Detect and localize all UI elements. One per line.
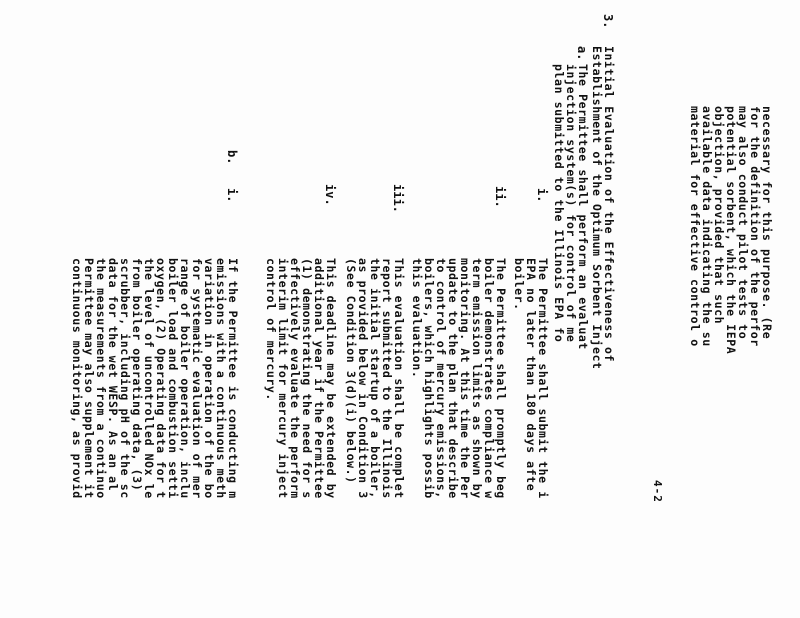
subitem-line: term emission limits as shown by [470,258,484,499]
subitem-line: the measurements from a continuo [94,258,108,499]
subitem-marker: i. [225,188,239,203]
subitem-line: for systematic evaluation of mer [190,258,204,499]
intro-line: may also conduct pilot tests to [736,106,750,340]
intro-line: objection, provided that such [712,106,726,325]
subitem-marker: ii. [493,186,507,208]
subitem-line: continuous monitoring, as provid [70,258,84,499]
subitem-marker: i. [535,188,549,203]
subitem-line: report submitted to the Illinois [380,258,394,499]
subitem-line: If the Permittee is conducting m [226,258,240,499]
subitem-line: control of mercury. [264,258,278,401]
item-line: plan submitted to the Illinois EPA fo [552,64,566,343]
subitem-line: this evaluation. [410,258,424,379]
subitem-line: This evaluation shall be complet [392,258,406,499]
subitem-line: scrubber, including pH of the sc [118,258,132,499]
page-number: 4-2 [651,480,664,503]
subitem-marker: iii. [391,184,405,213]
intro-line: material for effective control o [688,106,702,347]
intro-line: necessary for this purpose. (Re [760,106,774,340]
subitem-line: as provided below in Condition 3 [356,258,370,499]
subitem-line: The Permittee shall promptly beg [494,258,508,499]
subitem-line: effectively evaluate the perform [288,258,302,499]
intro-line: available data indicating the su [700,106,714,347]
subitem-line: interim limit for mercury inject [276,258,290,499]
subitem-line: boiler demonstrates compliance w [482,258,496,499]
subitem-line: monitoring. At this time the Per [458,258,472,499]
section-heading: Initial Evaluation of the Effectiveness of [602,46,616,362]
subitem-line: data for the wet WESP. As an al [106,258,120,492]
subitem-line: This deadline may be extended by [324,258,338,499]
subitem-line: the initial startup of a boiler, [368,258,382,499]
section-heading: Establishment of the Optimum Sorbent Inject [590,46,604,370]
intro-line: potential sorbent, which the IEPA [724,106,738,355]
subitem-marker: iv. [323,184,337,206]
subitem-line: to control of mercury emissions, [434,258,448,499]
subitem-line: update to the plan that describe [446,258,460,499]
subitem-line: the level of uncontrolled NOx le [142,258,156,499]
subitem-line: EPA no later than 180 days afte [524,258,538,492]
subitem-line: additional year if the Permittee [312,258,326,499]
subitem-line: boilers, which highlights possib [422,258,436,499]
subitem-line: (1) demonstrating the need for s [300,258,314,499]
item-marker: b. [225,150,239,165]
subitem-line: boiler. [512,258,526,311]
subitem-line: oxygen, (2) Operating data for t [154,258,168,499]
subitem-line: Permittee may also supplement it [82,258,96,499]
item-line: injection system(s) for control of me [564,64,578,343]
intro-line: for the definition of the perfor [748,106,762,347]
subitem-line: (See Condition 3(d)(i) below.) [344,258,358,484]
item-line: The Permittee shall perform an evaluat [576,64,590,350]
subitem-line: The Permittee shall submit the i [536,258,550,499]
subitem-line: boiler load and combustion setti [166,258,180,499]
subitem-line: range of boiler operation, inclu [178,258,192,499]
section-number: 3. [601,14,615,29]
subitem-line: variation in operation of the bo [202,258,216,499]
subitem-line: emissions with a continuous meth [214,258,228,499]
item-marker: a. [575,46,589,61]
subitem-line: from boiler operating data, (3) [130,258,144,492]
